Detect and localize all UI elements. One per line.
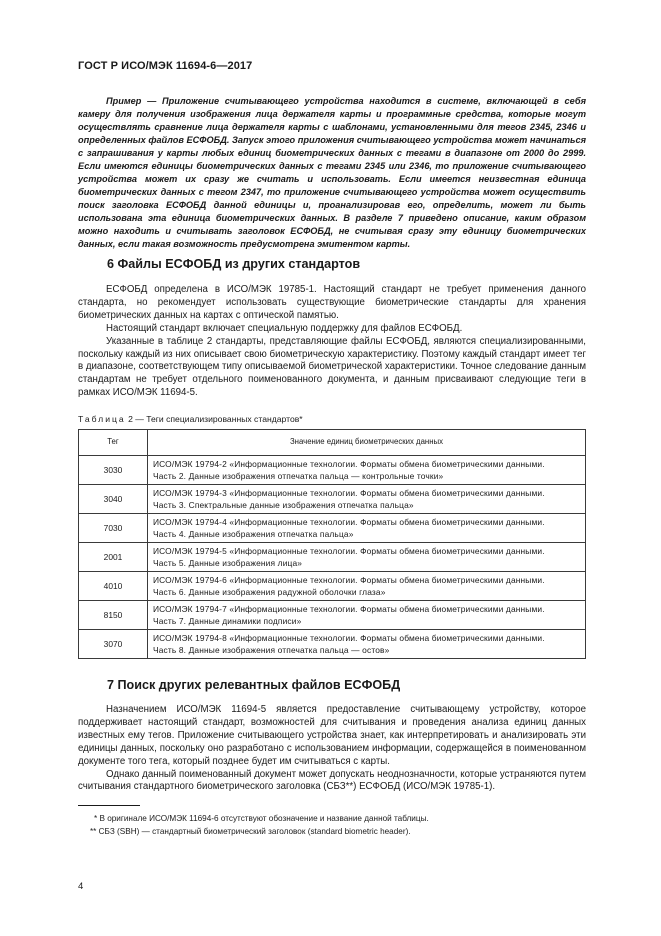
section-6-title: 6 Файлы ЕСФОБД из других стандартов <box>107 257 361 271</box>
paragraph: Указанные в таблице 2 стандарты, представляющие файлы ЕСФОБД, являются специализированными, поскольку каждый из них описывает свою биометрическую характеристику. Поэтому каждый стандарт имеет тег в диапазоне, соответствующем типу описываемой биометрической характеристики. Точное следование данным стандартам не требует отдельного поименованного документа, и данным присваивают следующие теги в рамках ИСО/МЭК 11694-5. <box>78 335 586 399</box>
tags-table <box>78 429 586 659</box>
paragraph: Однако данный поименованный документ может допускать неоднозначности, которые устраняются путем считывания стандартного биометрического заголовка (СБЗ**) ЕСФОБД (ИСО/МЭК 19785-1). <box>78 768 586 793</box>
description-line-2: Часть 7. Данные динамики подписи» <box>153 616 302 626</box>
description-line-1: ИСО/МЭК 19794-5 «Информационные технологии. Форматы обмена биометрическими данными. <box>153 545 545 556</box>
description-line-2: Часть 4. Данные изображения отпечатка пальца» <box>153 529 354 539</box>
description-line-1: ИСО/МЭК 19794-2 «Информационные технологии. Форматы обмена биометрическими данными. <box>153 458 545 469</box>
description-line-2: Часть 6. Данные изображения радужной оболочки глаза» <box>153 587 386 597</box>
section-6-body <box>78 284 586 400</box>
description-line-2: Часть 2. Данные изображения отпечатка пальца — контрольные точки» <box>153 471 444 481</box>
table-caption <box>78 414 303 424</box>
tag-cell: 3030 <box>79 456 148 485</box>
section-7-title: 7 Поиск других релевантных файлов ЕСФОБД <box>107 678 401 692</box>
paragraph: Настоящий стандарт включает специальную поддержку для файлов ЕСФОБД. <box>106 322 463 334</box>
description-line-1: ИСО/МЭК 19794-8 «Информационные технологии. Форматы обмена биометрическими данными. <box>153 632 545 643</box>
tag-cell: 3040 <box>79 485 148 514</box>
table-row <box>79 572 586 601</box>
table-row <box>79 601 586 630</box>
table-row <box>79 456 586 485</box>
description-cell <box>148 572 586 601</box>
description-cell <box>148 601 586 630</box>
tag-cell: 4010 <box>79 572 148 601</box>
footnote-divider <box>78 805 140 806</box>
tag-cell: 2001 <box>79 543 148 572</box>
table-row <box>79 630 586 659</box>
description-line-2: Часть 8. Данные изображения отпечатка пальца — остов» <box>153 645 390 655</box>
tag-cell: 8150 <box>79 601 148 630</box>
table-row <box>79 514 586 543</box>
description-line-1: ИСО/МЭК 19794-3 «Информационные технологии. Форматы обмена биометрическими данными. <box>153 487 545 498</box>
footnote: * В оригинале ИСО/МЭК 11694-6 отсутствуют обозначение и название данной таблицы. <box>94 814 429 823</box>
standard-header: ГОСТ Р ИСО/МЭК 11694-6—2017 <box>78 60 253 72</box>
footnote: ** СБЗ (SBH) — стандартный биометрический заголовок (standard biometric header). <box>90 826 411 836</box>
description-cell <box>148 630 586 659</box>
example-block <box>78 95 586 251</box>
example-paragraph: Пример — Приложение считывающего устройства находится в системе, включающей в себя камеру для получения изображения лица держателя карты и программные средства, которые могут осуществлять сравнение лица держателя карты с шаблонами, установленными для тегов 2345, 2346 и определенных файлов ЕСФОБД. Запуск этого приложения считывающего устройства может начинаться с запрашивания у карты любых единиц биометрических данных с тегами в диапазоне от 2000 до 2999. Если имеются единицы биометрических данных с тегами 2345 или 2346, то приложение считывающего устройства может их сразу же считать и использовать. Если имеется неизвестная единица биометрических данных с тегом 2347, то приложение считывающего устройства может осуществить поиск заголовка ЕСФОБД данной единицы и, проанализировав его, определить, может ли быть использована эта единица биометрических данных. В разделе 7 приведено описание, каким образом можно находить и считывать заголовок ЕСФОБД, не считывая сразу эту единицу биометрических данных, если такая возможность предусмотрена эмитентом карты. <box>78 96 586 249</box>
description-line-2: Часть 3. Спектральные данные изображения отпечатка пальца» <box>153 500 414 510</box>
header-value: Значение единиц биометрических данных <box>148 430 586 456</box>
tag-cell: 7030 <box>79 514 148 543</box>
table-header-row <box>79 430 586 456</box>
table-caption-label: Таблица <box>78 414 126 424</box>
table-row <box>79 543 586 572</box>
description-line-1: ИСО/МЭК 19794-6 «Информационные технологии. Форматы обмена биометрическими данными. <box>153 574 545 585</box>
description-cell <box>148 543 586 572</box>
tag-cell: 3070 <box>79 630 148 659</box>
table-row <box>79 485 586 514</box>
description-cell <box>148 456 586 485</box>
footnotes <box>78 813 586 838</box>
page-number: 4 <box>78 881 84 892</box>
table-caption-text: 2 — Теги специализированных стандартов* <box>128 414 303 424</box>
description-line-1: ИСО/МЭК 19794-4 «Информационные технологии. Форматы обмена биометрическими данными. <box>153 516 545 527</box>
description-cell <box>148 514 586 543</box>
header-tag: Тег <box>79 430 148 456</box>
description-line-2: Часть 5. Данные изображения лица» <box>153 558 303 568</box>
description-cell <box>148 485 586 514</box>
paragraph: Назначением ИСО/МЭК 11694-5 является предоставление считывающему устройству, которое поддерживает настоящий стандарт, возможностей для считывания и проведения анализа единиц данных известных ему тегов. Приложение считывающего устройства знает, как интерпретировать и анализировать эти единицы данных, поскольку оно разработано с использованием информации, содержащейся в поименованном документе того тега, который позднее будет им считываться с карты. <box>78 704 586 767</box>
section-7-body <box>78 704 586 794</box>
description-line-1: ИСО/МЭК 19794-7 «Информационные технологии. Форматы обмена биометрическими данными. <box>153 603 545 614</box>
paragraph: ЕСФОБД определена в ИСО/МЭК 19785-1. Настоящий стандарт не требует применения данного стандарта, но рекомендует использовать существующие биометрические стандарты для хранения биометрических данных на картах с оптической памятью. <box>78 284 586 321</box>
